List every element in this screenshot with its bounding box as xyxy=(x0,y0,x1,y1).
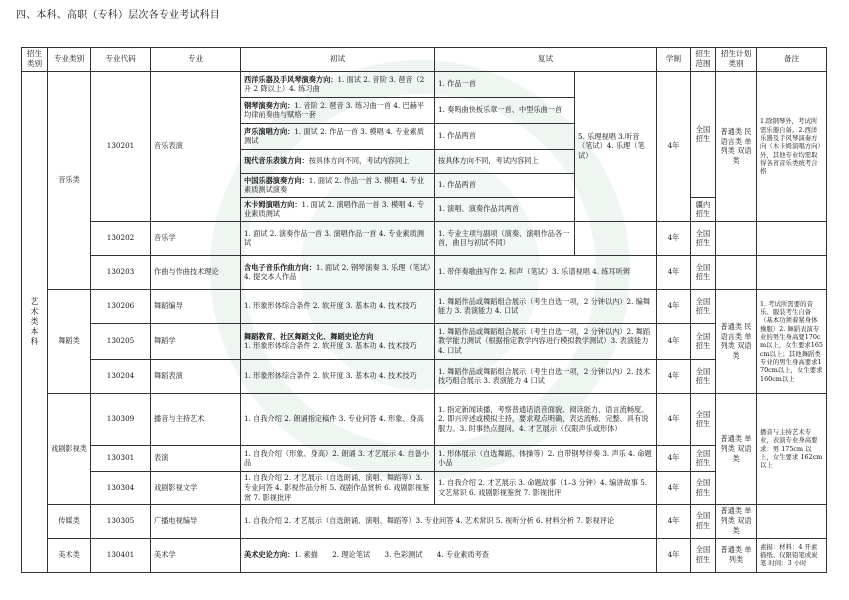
notes-cell: 素描：材料：4 开素描纸、仅限铅笔或炭笔 时间：3 小时 xyxy=(757,538,827,572)
initial-cell: 1. 形象形体综合条件 2. 软开度 3. 基本功 4. 技术技巧 xyxy=(241,359,435,393)
retest-cell: 1. 舞蹈作品或舞蹈组合展示（考生自选一项，2 分钟以内）2. 技术技巧组合展示 3. 表演能力 4 口试 xyxy=(435,359,657,393)
group-dance: 舞蹈类 xyxy=(48,289,91,393)
notes-cell xyxy=(757,255,827,289)
major-cell: 音乐表演 xyxy=(151,71,241,221)
initial-cell: 1. 面试 2. 演奏作品一首 3. 演唱作品一首 4. 专业素质测试 xyxy=(241,221,435,255)
retest-cell: 1. 形体展示（自选舞蹈、体操等）2. 自带钢琴伴奏 3. 声乐 4. 命题小品 xyxy=(435,445,657,471)
code-cell: 130202 xyxy=(91,221,151,255)
notes-cell: 1. 考试所需要的音乐、服装考生自备（基本功须着紧身体操服）2. 舞蹈表演专业的男生身高要170cm以上，女生要求165cm以上；其他舞蹈类专业的男生身高要求170cm以上，女生要求160cm以上 xyxy=(757,289,827,393)
group-music: 音乐类 xyxy=(48,71,91,289)
duration-cell: 4年 xyxy=(657,538,691,572)
retest-cell: 1. 作品两首 xyxy=(435,173,575,197)
header-plan-type: 招生计划类别 xyxy=(716,48,757,72)
direction-label: 西洋乐器及手风琴演奏方向： xyxy=(244,74,338,84)
table-row xyxy=(22,359,827,393)
major-cell: 戏剧影视文学 xyxy=(151,471,241,504)
notes-cell: 播音与主持艺术专业，表演专业身高要求：男 175cm 以上，女生要求 162cm 以上 xyxy=(757,393,827,504)
initial-cell: 1. 形象形体综合条件 2. 软开度 3. 基本功 4. 技术技巧 xyxy=(241,289,435,323)
scope-cell: 全国招生 xyxy=(691,255,716,289)
retest-cell: 1. 专业主项与副项（演奏、演唱作品各一首，曲目与初试不同） xyxy=(435,221,575,255)
table-row xyxy=(22,323,827,359)
header-category: 招生类别 xyxy=(22,48,48,72)
duration-cell: 4年 xyxy=(657,289,691,323)
notes-cell xyxy=(757,504,827,538)
table-row xyxy=(22,255,827,289)
scope-cell: 全国招生 xyxy=(691,289,716,323)
header-retest: 复试 xyxy=(435,48,657,72)
exam-subjects-table xyxy=(21,47,827,573)
major-cell: 表演 xyxy=(151,445,241,471)
scope-cell: 全国招生 xyxy=(691,393,716,445)
major-cell: 舞蹈学 xyxy=(151,323,241,359)
initial-cell: 美术史论方向：1. 素描 2. 理论笔试 3. 色彩测试 4. 专业素质考查 xyxy=(241,538,657,572)
duration-cell: 4年 xyxy=(657,255,691,289)
major-cell: 美术学 xyxy=(151,538,241,572)
scope-cell: 全国招生 xyxy=(691,538,716,572)
duration-cell: 4年 xyxy=(657,71,691,221)
initial-cell: 现代音乐表演方向：按具体方向不同，考试内容同上 xyxy=(241,149,435,173)
code-cell: 130305 xyxy=(91,504,151,538)
retest-cell: 1. 舞蹈作品或舞蹈组合展示（考生自选一项，2 分钟以内）2. 舞蹈教学能力测试（根据指定教学内容进行模拟教学测试）3. 表演能力 4. 口试 xyxy=(435,323,657,359)
major-cell: 播音与主持艺术 xyxy=(151,393,241,445)
retest-cell: 1. 指定新闻读播，考察普通话语音面貌、阅读能力、语言流畅度。2. 即兴评述或模拟主持，要求观点明确，表达流畅、完整、具有说服力。3. 时事热点提问。4. 才艺展示（仅限声乐或形体） xyxy=(435,393,657,445)
duration-cell: 4年 xyxy=(657,359,691,393)
initial-cell: 1. 自我介绍 2. 朗诵指定稿件 3. 专业问答 4. 形象、身高 xyxy=(241,393,435,445)
major-cell: 广播电视编导 xyxy=(151,504,241,538)
initial-cell: 木卡姆演唱方向：1. 面试 2. 演唱作品一首 3. 模唱 4. 专业素质测试 xyxy=(241,197,435,221)
initial-cell: 西洋乐器及手风琴演奏方向：1. 面试 2. 音阶 3. 琶音（2 升 2 降以上）4. 练习曲 xyxy=(241,71,435,97)
initial-cell: 1. 自我介绍（形象、身高）2. 朗诵 3. 才艺展示 4. 自备小品 xyxy=(241,445,435,471)
scope-cell: 全国招生 xyxy=(691,471,716,504)
page-title: 四、本科、高职（专科）层次各专业考试科目 xyxy=(16,10,220,21)
table-row xyxy=(22,538,827,572)
scope-cell: 全国招生 xyxy=(691,323,716,359)
duration-cell: 4年 xyxy=(657,445,691,471)
plan-cell xyxy=(716,255,757,289)
header-code: 专业代码 xyxy=(91,48,151,72)
plan-cell: 普通类 民语言类 单列类 双语类 xyxy=(716,71,757,221)
plan-cell: 普通类 单列类 双语类 xyxy=(716,504,757,538)
code-cell: 130401 xyxy=(91,538,151,572)
initial-cell: 中国乐器演奏方向：1. 面试 2. 作品一首 3. 模唱 4. 专业素质测试演奏 xyxy=(241,173,435,197)
notes-cell xyxy=(757,221,827,255)
table-row xyxy=(22,71,827,97)
code-cell: 130304 xyxy=(91,471,151,504)
notes-cell: 1.除钢琴外，考试所需乐器自备。2.西洋乐器及手风琴演奏方向（木卡姆演唱方向）外，其他专业均需取得各省音乐类统考合格 xyxy=(757,71,827,221)
scope-cell: 全国招生 xyxy=(691,359,716,393)
major-cell: 舞蹈编导 xyxy=(151,289,241,323)
header-duration: 学制 xyxy=(657,48,691,72)
major-cell: 舞蹈表演 xyxy=(151,359,241,393)
table-row xyxy=(22,504,827,538)
initial-cell: 含电子音乐作曲方向：1. 面试 2. 钢琴演奏 3. 乐理（笔试）4. 提交本人作品 xyxy=(241,255,435,289)
scope-cell: 全国招生 xyxy=(691,221,716,255)
table-row xyxy=(22,289,827,323)
retest-side-cell xyxy=(575,221,657,255)
scope-cell: 疆内招生 xyxy=(691,197,716,221)
initial-cell: 1. 自我介绍 2. 才艺展示（自选朗诵、演唱、舞蹈等）3. 专业问答 4. 艺术常识 5. 视听分析 6. 材料分析 7. 影视评论 xyxy=(241,504,657,538)
major-cell: 音乐学 xyxy=(151,221,241,255)
initial-cell: 舞蹈教育、社区舞蹈文化、舞蹈史论方向 1. 形象形体综合条件 2. 软开度 3. 基本功 4. 技术技巧 xyxy=(241,323,435,359)
table-row xyxy=(22,393,827,445)
retest-cell: 1. 自我介绍 2. 才艺展示 3. 命题故事（1–3 分钟）4. 编讲故事 5. 文艺常识 6. 戏剧影视鉴赏 7. 影视批评 xyxy=(435,471,657,504)
code-cell: 130206 xyxy=(91,289,151,323)
retest-cell: 1. 带伴奏歌曲写作 2. 和声（笔试）3. 乐谱视唱 4. 练耳听辨 xyxy=(435,255,657,289)
plan-cell: 普通类 民语言类 单列类 双语类 xyxy=(716,289,757,393)
scope-cell: 全国招生 xyxy=(691,445,716,471)
code-cell: 130205 xyxy=(91,323,151,359)
header-notes: 备注 xyxy=(757,48,827,72)
code-cell: 130203 xyxy=(91,255,151,289)
group-drama: 戏剧影视类 xyxy=(48,393,91,504)
duration-cell: 4年 xyxy=(657,471,691,504)
code-cell: 130309 xyxy=(91,393,151,445)
plan-cell: 普通类 单列类 xyxy=(716,538,757,572)
code-cell: 130201 xyxy=(91,71,151,221)
category-cell: 艺术类本科 xyxy=(22,71,48,572)
table-row xyxy=(22,445,827,471)
header-scope: 招生范围 xyxy=(691,48,716,72)
code-cell: 130301 xyxy=(91,445,151,471)
retest-cell: 按具体方向不同，考试内容同上 xyxy=(435,149,575,173)
duration-cell: 4年 xyxy=(657,504,691,538)
retest-side-cell: 5. 乐理视唱 3.听音（笔试）4. 乐理（笔试） xyxy=(575,71,657,221)
group-fine-art: 美术类 xyxy=(48,538,91,572)
retest-cell: 1. 奏鸣曲快板乐章一首、中型乐曲一首 xyxy=(435,97,575,123)
initial-cell: 声乐演唱方向：1. 面试 2. 作品一首 3. 模唱 4. 专业素质测试 xyxy=(241,123,435,149)
scope-cell: 全国招生 xyxy=(691,71,716,197)
header-major-class: 专业类别 xyxy=(48,48,91,72)
initial-cell: 1. 自我介绍 2. 才艺展示（自选朗诵、演唱、舞蹈等）3. 专业问答 4. 影视作品分析 5. 戏剧作品赏析 6. 戏剧影视鉴赏 7. 影视批评 xyxy=(241,471,435,504)
major-cell: 作曲与作曲技术理论 xyxy=(151,255,241,289)
plan-cell xyxy=(716,221,757,255)
retest-cell: 1. 舞蹈作品或舞蹈组合展示（考生自选一项，2 分钟以内）2. 编舞能力 3. 表演能力 4. 口试 xyxy=(435,289,657,323)
initial-cell: 钢琴演奏方向：1. 音阶 2. 琶音 3. 练习曲一首 4. 巴赫平均律前奏曲与赋格一套 xyxy=(241,97,435,123)
scope-cell: 全国招生 xyxy=(691,504,716,538)
table-row xyxy=(22,221,827,255)
duration-cell: 4年 xyxy=(657,393,691,445)
retest-cell: 1. 演唱、演奏作品共两首 xyxy=(435,197,575,221)
duration-cell: 4年 xyxy=(657,221,691,255)
header-major: 专业 xyxy=(151,48,241,72)
header-row xyxy=(22,48,827,72)
header-initial: 初试 xyxy=(241,48,435,72)
group-media: 传媒类 xyxy=(48,504,91,538)
table-row xyxy=(22,471,827,504)
code-cell: 130204 xyxy=(91,359,151,393)
duration-cell: 4年 xyxy=(657,323,691,359)
retest-cell: 1. 作品一首 xyxy=(435,71,575,97)
plan-cell: 普通类 单列类 双语类 xyxy=(716,393,757,504)
retest-cell: 1. 作品两首 xyxy=(435,123,575,149)
